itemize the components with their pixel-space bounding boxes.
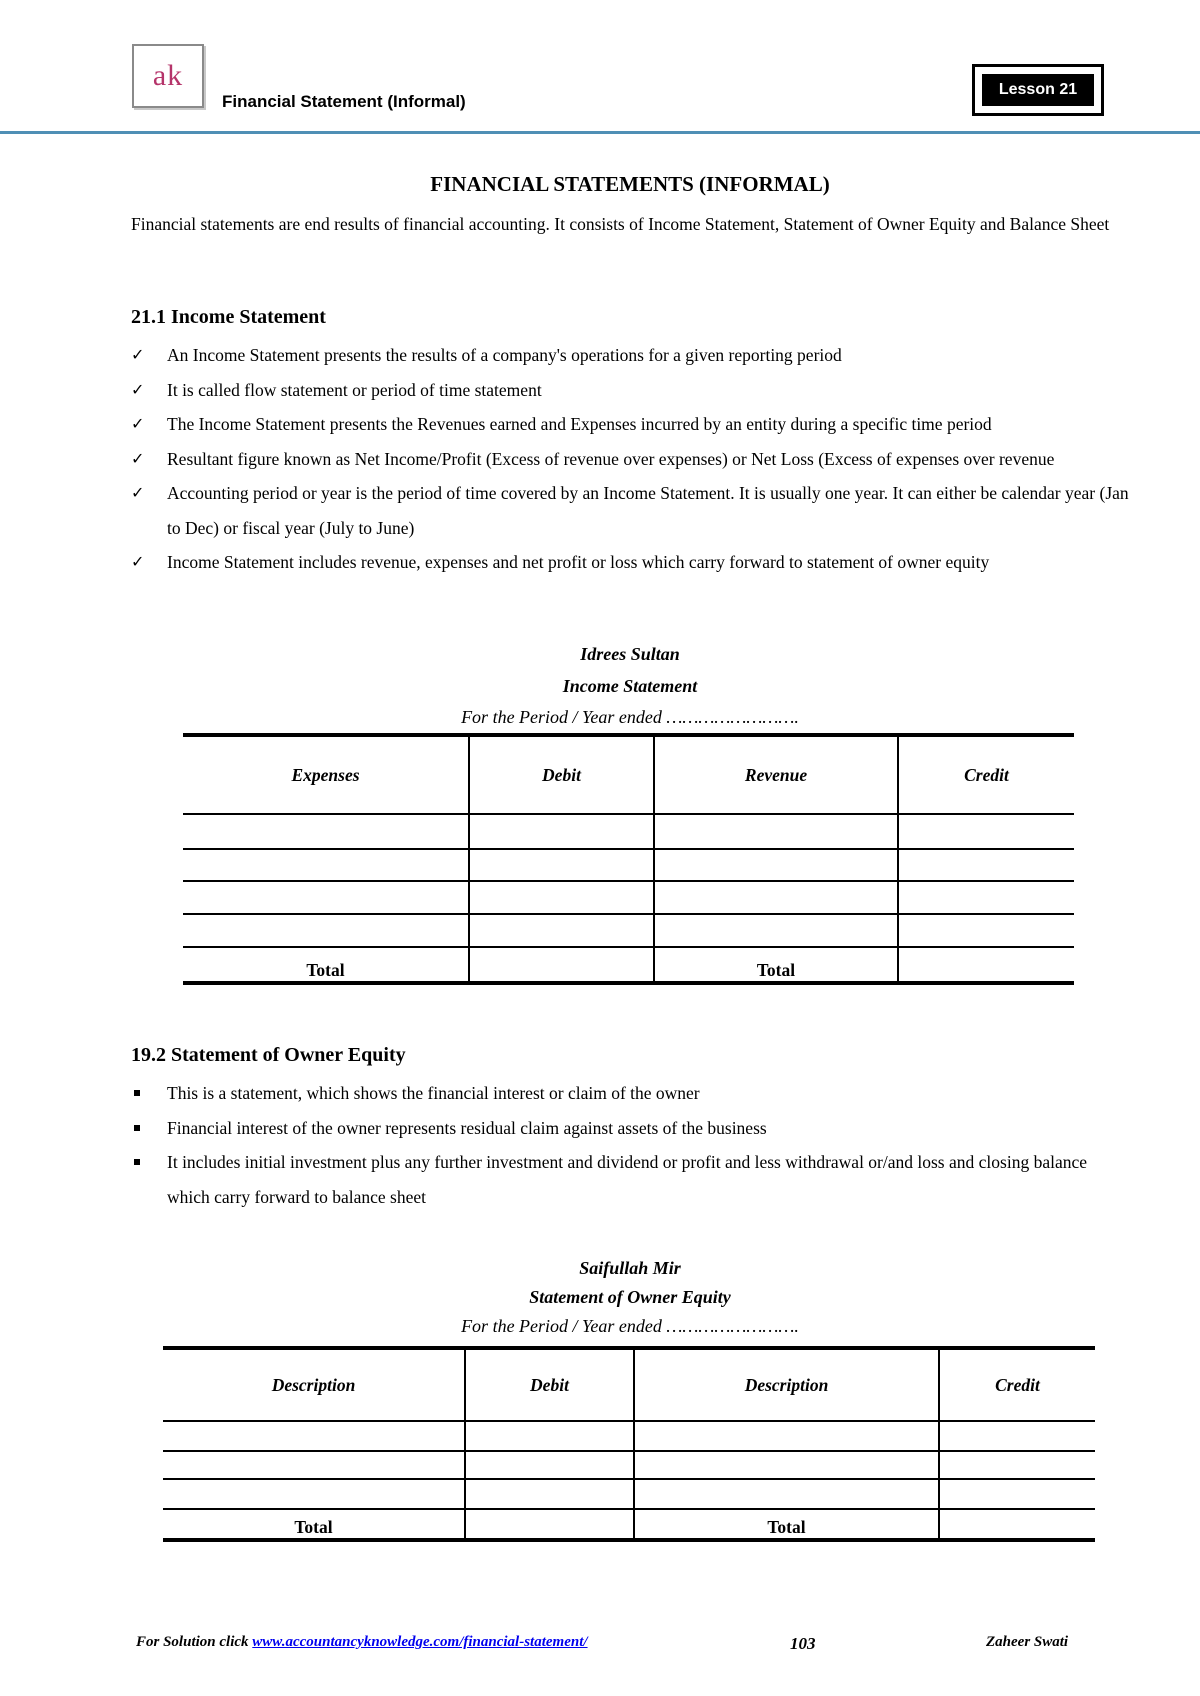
equity-entity-name: Saifullah Mir: [579, 1258, 681, 1278]
table-row: [183, 814, 1074, 849]
total-label: Total: [634, 1509, 939, 1540]
column-header: Description: [634, 1348, 939, 1421]
list-item: ✓ The Income Statement presents the Revenues earned and Expenses incurred by an entity during a specific time period: [131, 407, 1131, 442]
table-row: [163, 1479, 1095, 1509]
column-header: Debit: [465, 1348, 634, 1421]
square-bullet-icon: [134, 1159, 140, 1165]
square-bullet-icon: [134, 1125, 140, 1131]
footer-author: Zaheer Swati: [986, 1634, 1069, 1650]
list-item: ✓ Resultant figure known as Net Income/Profit (Excess of revenue over expenses) or Net Loss (Excess of expenses over revenue: [131, 442, 1131, 477]
column-header: Revenue: [654, 735, 898, 814]
checkmark-icon: ✓: [131, 483, 145, 502]
footer-solution: [136, 1634, 588, 1651]
lesson-badge-label: Lesson 21: [982, 74, 1094, 106]
column-header: Debit: [469, 735, 654, 814]
owner-equity-table: [163, 1346, 1095, 1542]
footer-prefix: For Solution click: [136, 1634, 249, 1650]
list-item: ✓ Accounting period or year is the period of time covered by an Income Statement. It is usually one year. It can either be calendar year (Jan to Dec) or fiscal year (July to June): [131, 476, 1131, 545]
table-row: [163, 1421, 1095, 1451]
income-statement-table: [183, 733, 1074, 985]
table-header-row: [183, 735, 1074, 814]
table-total-row: [183, 947, 1074, 983]
equity-section-heading: 19.2 Statement of Owner Equity: [131, 1044, 406, 1066]
logo: [132, 44, 204, 108]
equity-statement-title: Statement of Owner Equity: [529, 1287, 731, 1307]
checkmark-icon: ✓: [131, 414, 145, 433]
solution-link[interactable]: www.accountancyknowledge.com/financial-statement/: [252, 1634, 588, 1650]
logo-text: ak: [152, 59, 184, 92]
table-row: [183, 881, 1074, 914]
column-header: Description: [163, 1348, 465, 1421]
intro-paragraph: Financial statements are end results of financial accounting. It consists of Income Statement, Statement of Owner Equity and Balance Sheet: [131, 214, 1110, 234]
column-header: Credit: [898, 735, 1074, 814]
list-item: It includes initial investment plus any further investment and dividend or profit and less withdrawal or/and loss and closing balance which carry forward to balance sheet: [131, 1145, 1131, 1214]
table-row: [183, 914, 1074, 947]
total-label: Total: [654, 947, 898, 983]
income-bullet-list: [131, 338, 1131, 580]
total-label: Total: [183, 947, 469, 983]
checkmark-icon: ✓: [131, 448, 145, 468]
list-item: ✓ An Income Statement presents the results of a company's operations for a given reporting period: [131, 338, 1131, 373]
square-bullet-icon: [134, 1090, 140, 1096]
checkmark-icon: ✓: [131, 345, 145, 364]
list-item: ✓ Income Statement includes revenue, expenses and net profit or loss which carry forward to statement of owner equity: [131, 545, 1131, 580]
income-period-line: For the Period / Year ended …………………….: [461, 707, 799, 727]
equity-period-line: For the Period / Year ended …………………….: [461, 1316, 799, 1336]
page-title: FINANCIAL STATEMENTS (INFORMAL): [430, 172, 830, 196]
checkmark-icon: ✓: [131, 379, 145, 399]
list-item: ✓ It is called flow statement or period of time statement: [131, 373, 1131, 408]
equity-bullet-list: [131, 1076, 1131, 1214]
income-statement-title: Income Statement: [562, 676, 698, 696]
list-item: Financial interest of the owner represents residual claim against assets of the business: [131, 1111, 1131, 1146]
table-total-row: [163, 1509, 1095, 1540]
table-header-row: [163, 1348, 1095, 1421]
total-label: Total: [163, 1509, 465, 1540]
page-number: 103: [790, 1634, 816, 1653]
lesson-badge: [972, 64, 1104, 116]
doc-title: Financial Statement (Informal): [222, 92, 466, 111]
table-row: [163, 1451, 1095, 1479]
list-item: This is a statement, which shows the financial interest or claim of the owner: [131, 1076, 1131, 1111]
header-divider: [0, 131, 1200, 134]
income-entity-name: Idrees Sultan: [580, 644, 680, 664]
income-section-heading: 21.1 Income Statement: [131, 306, 326, 328]
table-row: [183, 849, 1074, 881]
checkmark-icon: ✓: [131, 552, 145, 571]
column-header: Credit: [939, 1348, 1095, 1421]
column-header: Expenses: [183, 735, 469, 814]
